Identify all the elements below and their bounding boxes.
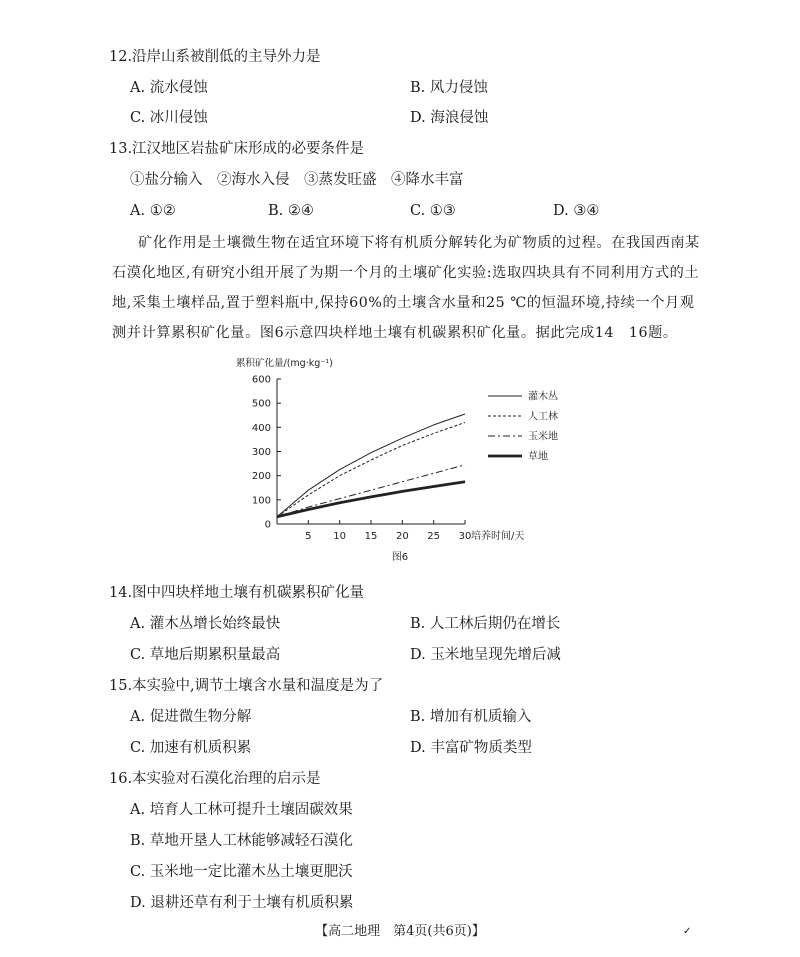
y-tick-label: 200 [251, 471, 271, 483]
q16-option-a: A. 培育人工林可提升土壤固碳效果 [130, 802, 353, 818]
q16-stem: 16.本实验对石漠化治理的启示是 [109, 771, 321, 787]
q12-option-d: D. 海浪侵蚀 [410, 110, 489, 126]
legend-label-3: 草地 [528, 451, 548, 463]
q15-option-c: C. 加速有机质积累 [130, 740, 252, 756]
q12-option-b: B. 风力侵蚀 [410, 80, 488, 96]
x-tick-label: 20 [395, 531, 409, 542]
series-line-0 [277, 414, 465, 517]
x-tick-label: 25 [427, 531, 441, 542]
x-tick-label: 15 [364, 531, 378, 542]
y-tick-label: 400 [251, 422, 271, 434]
y-axis-label: 累积矿化量/(mg·kg⁻¹) [236, 358, 333, 369]
q16-option-b: B. 草地开垦人工林能够减轻石漠化 [130, 833, 353, 849]
y-tick-label: 300 [251, 447, 271, 458]
q14-option-a: A. 灌木丛增长始终最快 [130, 616, 281, 632]
corner-mark: ✓ [683, 926, 692, 937]
mineralization-chart [230, 352, 570, 572]
legend-label-0: 灌木丛 [528, 391, 558, 403]
q12-option-a: A. 流水侵蚀 [130, 80, 208, 96]
q15-option-d: D. 丰富矿物质类型 [410, 740, 532, 756]
passage-line: 石漠化地区,有研究小组开展了为期一个月的土壤矿化实验:选取四块具有不同利用方式的土 [112, 265, 700, 281]
q13-option-c: C. ①③ [410, 203, 456, 219]
passage [112, 228, 700, 348]
q13-conditions: ①盐分输入 ②海水入侵 ③蒸发旺盛 ④降水丰富 [130, 172, 464, 188]
passage-line: 矿化作用是土壤微生物在适宜环境下将有机质分解转化为矿物质的过程。在我国西南某 [138, 235, 700, 251]
series-line-1 [277, 423, 465, 517]
q14-option-c: C. 草地后期累积量最高 [130, 647, 281, 663]
q14-option-b: B. 人工林后期仍在增长 [410, 616, 561, 632]
y-tick-label: 0 [264, 519, 271, 531]
q13-stem: 13.江汉地区岩盐矿床形成的必要条件是 [109, 141, 365, 157]
y-tick-label: 500 [251, 398, 271, 410]
q13-option-a: A. ①② [130, 203, 176, 219]
chart-title: 图6 [391, 552, 409, 563]
q16-option-c: C. 玉米地一定比灌木丛土壤更肥沃 [130, 864, 353, 880]
legend-label-2: 玉米地 [528, 431, 558, 443]
legend-label-1: 人工林 [528, 411, 558, 423]
q12-stem: 12.沿岸山系被削低的主导外力是 [109, 49, 321, 65]
x-tick-label: 5 [305, 531, 312, 542]
q16-option-d: D. 退耕还草有利于土壤有机质积累 [130, 895, 354, 911]
passage-line: 地,采集土壤样品,置于塑料瓶中,保持60%的土壤含水量和25 ℃的恒温环境,持续一个月观 [112, 295, 695, 311]
q15-stem: 15.本实验中,调节土壤含水量和温度是为了 [109, 678, 384, 694]
q14-stem: 14.图中四块样地土壤有机碳累积矿化量 [109, 585, 365, 601]
q13-option-b: B. ②④ [268, 203, 314, 219]
x-tick-label: 30 [458, 531, 472, 542]
x-axis-label: 培养时间/天 [471, 531, 525, 542]
q13-option-d: D. ③④ [553, 203, 600, 219]
q14-option-d: D. 玉米地呈现先增后减 [410, 647, 561, 663]
y-tick-label: 100 [251, 495, 271, 507]
q15-option-a: A. 促进微生物分解 [130, 709, 252, 725]
series-line-3 [277, 482, 465, 517]
x-tick-label: 10 [333, 531, 347, 542]
passage-line: 测并计算累积矿化量。图6示意四块样地土壤有机碳累积矿化量。据此完成14 16题。 [112, 325, 678, 341]
page-footer: 【高二地理 第4页(共6页)】 [315, 924, 485, 939]
q15-option-b: B. 增加有机质输入 [410, 709, 532, 725]
q12-option-c: C. 冰川侵蚀 [130, 110, 208, 126]
y-tick-label: 600 [251, 374, 271, 386]
